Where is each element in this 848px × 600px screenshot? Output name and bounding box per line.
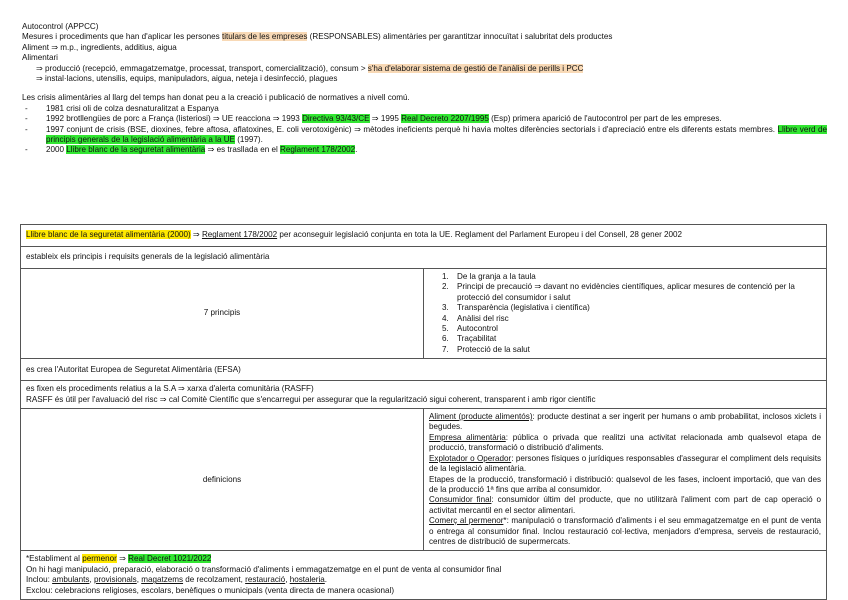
principle-item: 2. Principi de precaució ⇒ davant no evidències científiques, aplicar mesures de contenció per la protecció del consumidor i salut <box>451 282 821 303</box>
text: : producte destinat a ser ingerit per humans o amb probabilitat, inclosos xiclets i begudes. <box>429 412 821 432</box>
intro-line: Alimentari <box>22 53 58 63</box>
text: , <box>285 575 290 585</box>
retail-line <box>26 554 821 564</box>
table-row <box>21 551 827 600</box>
definition <box>429 516 821 547</box>
table-cell <box>424 269 827 359</box>
table-cell <box>21 381 827 409</box>
definition <box>429 412 821 433</box>
table-cell <box>21 225 827 247</box>
table-cell: estableix els principis i requisits generals de la legislació alimentària <box>21 247 827 269</box>
table-row <box>21 359 827 381</box>
text: ⇒ 1995 <box>369 114 402 124</box>
crisis-item <box>22 125 827 146</box>
table-cell: es crea l'Autoritat Europea de Seguretat Alimentària (EFSA) <box>21 359 827 381</box>
underlined-text: restauració <box>245 575 286 585</box>
crisis-item: - 1981 crisi oli de colza desnaturalitzat a Espanya <box>22 104 827 114</box>
underlined-text: provisionals <box>93 575 137 585</box>
section-title: Autocontrol (APPCC) <box>22 22 99 31</box>
term: Comerç al permenor <box>429 516 504 526</box>
term: Empresa alimentària <box>429 432 506 442</box>
definition <box>429 433 821 454</box>
principle-item: 7. Protecció de la salut <box>451 345 821 355</box>
rasff-line: RASFF és útil per l'avaluació del risc ⇒ cal Comitè Científic que s'encarregui per assegurar que la regularització sigui coherent, transparent i amb rigor científic <box>26 394 596 404</box>
text: (RESPONSABLES) alimentàries per garantitzar innocuïtat i salubritat dels productes <box>307 32 613 42</box>
intro-section <box>22 22 827 156</box>
table-row <box>21 225 827 247</box>
definition <box>429 454 821 475</box>
text: 2000 <box>46 145 67 155</box>
principle-item: 3. Transparència (legislativa i científica) <box>451 303 821 313</box>
text: ⇒ <box>116 554 129 564</box>
underlined-text: Reglament 178/2002 <box>201 230 278 240</box>
text: de recolzament, <box>183 575 246 585</box>
text: ⇒ es trasllada en el <box>205 145 281 155</box>
text: Mesures i procediments que han d'aplicar les persones <box>22 32 222 42</box>
highlight: titulars de les empreses <box>221 32 308 42</box>
text: . <box>324 575 328 585</box>
table-cell <box>424 409 827 551</box>
text: *Establiment al <box>26 554 83 564</box>
text: per aconseguir legislació conjunta en tota la UE. Reglament del Parlament Europeu i del Consell, 28 gener 2002 <box>277 230 683 240</box>
text: ⇒ producció (recepció, emmagatzematge, processat, transport, comercialització), consum > <box>36 63 368 73</box>
intro-line: Aliment ⇒ m.p., ingredients, additius, aigua <box>22 42 177 52</box>
principle-item: 6. Traçabilitat <box>451 334 821 344</box>
underlined-text: hostaleria <box>289 575 325 585</box>
text: , <box>89 575 94 585</box>
principle-item: 1. De la granja a la taula <box>451 272 821 282</box>
definition: Etapes de la producció, transformació i distribució: qualsevol de les fases, incloent importació, que van des de la producció 1ª fins que arriba al consumidor. <box>429 474 821 494</box>
intro-line: ⇒ instal·lacions, utensilis, equips, manipuladors, aigua, neteja i desinfecció, plagues <box>36 74 338 84</box>
term: Explotador o Operador <box>429 453 512 463</box>
rasff-line: es fixen els procediments relatius a la S.A ⇒ xarxa d'alerta comunitària (RASFF) <box>26 384 314 394</box>
crisis-item <box>22 114 827 124</box>
principles-list <box>429 272 821 355</box>
table-row <box>21 269 827 359</box>
principle-item: 4. Anàlisi del risc <box>451 314 821 324</box>
highlight: s'ha d'elaborar sistema de gestió de l'anàlisi de perills i PCC <box>367 63 584 73</box>
table-row <box>21 409 827 551</box>
text: . <box>355 145 358 155</box>
table-row <box>21 381 827 409</box>
text: : pública o privada que realitzi una activitat relacionada amb qualsevol etapa de producció, transformació o distribució d'aliments. <box>429 432 821 453</box>
text: (1997). <box>234 135 263 145</box>
text: 1992 brotllengües de porc a França (listeriosi) ⇒ UE reacciona ⇒ 1993 <box>46 114 303 124</box>
text: : consumidor últim del producte, que no utilitzarà l'aliment com part de cap operació o activitat mercantil en el sector alimentari. <box>429 495 822 515</box>
table-cell <box>21 551 827 600</box>
highlight: Llibre verd de principis generals de la legislació alimentària a la UE <box>46 124 827 145</box>
row-label: 7 principis <box>21 269 424 359</box>
highlight: Llibre blanc de la seguretat alimentària <box>66 145 206 155</box>
retail-line: Exclou: celebracions religioses, escolars, benèfiques o municipals (venta directa de manera ocasional) <box>26 585 395 595</box>
highlight: Llibre blanc de la seguretat alimentària (2000) <box>26 230 191 240</box>
underlined-text: ambulants <box>52 575 90 585</box>
text: , <box>136 575 142 585</box>
definition <box>429 495 821 516</box>
text: 1997 conjunt de crisis (BSE, dioxines, febre aftosa, aflatoxines, E. coli verotoxigènic) ⇒ mètodes ineficients perquè hi havia moltes diferències sectorials i d'apreciació entre els diferents estats membres. <box>46 124 778 134</box>
highlight: Reglament 178/2002 <box>280 145 356 155</box>
term: Aliment (producte alimentós) <box>429 412 533 422</box>
underlined-text: magatzems <box>141 575 184 585</box>
highlight: Real Decret 1021/2022 <box>128 554 212 564</box>
row-label: definicions <box>21 409 424 551</box>
highlight: permenor <box>82 554 117 564</box>
retail-line <box>26 575 821 585</box>
table-row <box>21 247 827 269</box>
text: *: manipulació o transformació d'aliments i el seu emmagatzematge en el punt de venta o entrega al consumidor final. Inclou restauració col·lectiva, menjadors d'empresa, serveis de restauració, centres de distribució de supermercats. <box>429 516 821 546</box>
text: ⇒ <box>190 230 202 240</box>
principle-item: 5. Autocontrol <box>451 324 821 334</box>
text: Inclou: <box>26 575 53 585</box>
text: : persones físiques o jurídiques responsables d'assegurar el compliment dels requisits de la legislació alimentària. <box>429 453 822 474</box>
retail-line: On hi hagi manipulació, preparació, elaboració o transformació d'aliments i emmagatzematge en el punt de venta al consumidor final <box>26 564 502 574</box>
intro-line <box>22 64 827 74</box>
text: (Esp) primera aparició de l'autocontrol per part de les empreses. <box>488 114 722 124</box>
highlight: Real Decreto 2207/1995 <box>401 114 489 124</box>
crisis-item <box>22 145 827 155</box>
spacer <box>22 84 827 93</box>
regulation-table <box>20 224 827 600</box>
crisis-heading: Les crisis alimentàries al llarg del temps han donat peu a la creació i publicació de normatives a nivell comú. <box>22 93 410 103</box>
highlight: Directiva 93/43/CE <box>302 114 370 124</box>
term: Consumidor final <box>429 495 492 505</box>
intro-line <box>22 32 827 42</box>
crisis-list <box>22 104 827 156</box>
